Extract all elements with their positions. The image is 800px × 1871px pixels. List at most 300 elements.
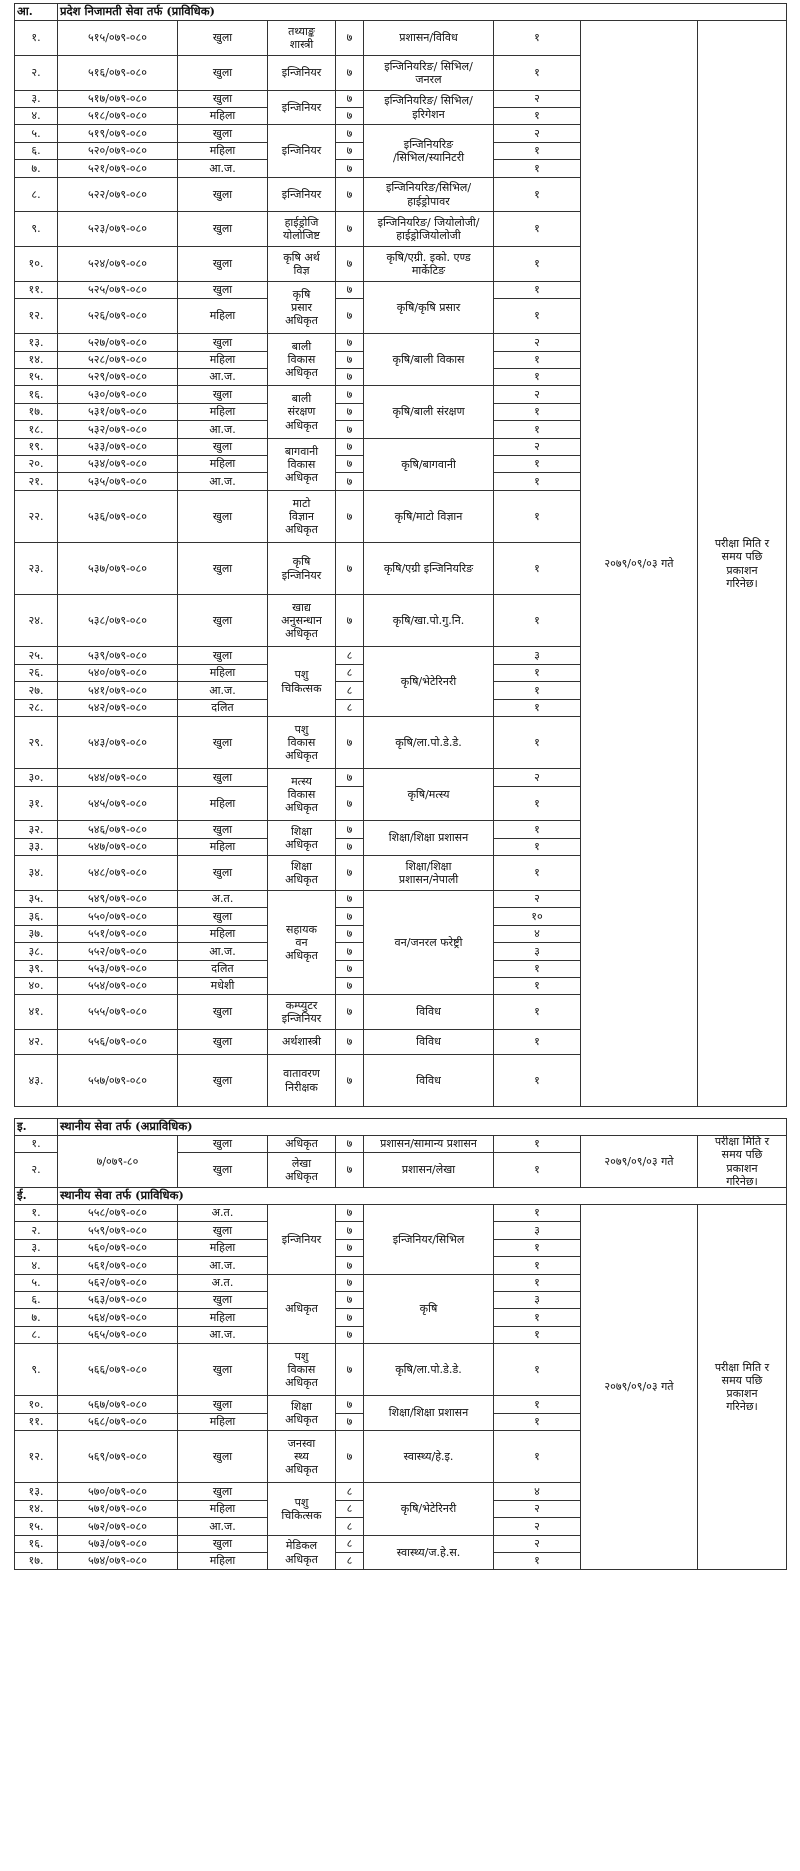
sec-a-vacancy-count: १ (493, 1054, 581, 1107)
sec-a-quota-group: महिला (177, 664, 268, 682)
sec-a-post-title: कृषि अर्थ विज्ञ (267, 246, 336, 282)
sec-a-advertisement-number: ५३३/०७९-०८० (57, 438, 178, 456)
sec-a-level: ७ (335, 20, 364, 56)
sec-ii-vacancy-count: २ (493, 1535, 581, 1553)
sec-a-advertisement-number: ५३७/०७९-०८० (57, 542, 178, 595)
sec-ii-serial-number: १. (14, 1204, 58, 1222)
sec-ii-post-title: इन्जिनियर (267, 1204, 336, 1275)
sec-ii-subject: कृषि/ला.पो.डे.डे. (363, 1343, 494, 1396)
sec-a-subject: शिक्षा/शिक्षा प्रशासन (363, 820, 494, 856)
sec-ii-level: ७ (335, 1204, 364, 1222)
sec-a-level: ८ (335, 699, 364, 717)
sec-a-vacancy-count: २ (493, 124, 581, 143)
sec-a-subject: शिक्षा/शिक्षा प्रशासन/नेपाली (363, 855, 494, 891)
sec-a-quota-group: खुला (177, 820, 268, 839)
sec-ii-subject: इन्जिनियर/सिभिल (363, 1204, 494, 1275)
sec-a-subject: कृषि/कृषि प्रसार (363, 281, 494, 334)
sec-a-quota-group: खुला (177, 994, 268, 1030)
sec-a-level: ८ (335, 646, 364, 665)
sec-ii-serial-number: ८. (14, 1326, 58, 1344)
sec-a-quota-group: खुला (177, 177, 268, 212)
sec-a-vacancy-count: २ (493, 768, 581, 787)
sec-a-serial-number: १. (14, 20, 58, 56)
sec-a-quota-group: महिला (177, 142, 268, 160)
sec-a-level: ७ (335, 960, 364, 978)
sec-a-subject: कृषि/खा.पो.गु.नि. (363, 594, 494, 647)
sec-i-subject: प्रशासन/सामान्य प्रशासन (363, 1135, 494, 1153)
sec-a-post-title: कम्प्युटर इन्जिनियर (267, 994, 336, 1030)
sec-a-subject: कृषि/भेटेरिनरी (363, 646, 494, 717)
sec-a-post-title: पशु विकास अधिकृत (267, 716, 336, 769)
sec-a-quota-group: खुला (177, 281, 268, 299)
sec-a-quota-group: खुला (177, 124, 268, 143)
sec-ii-serial-number: १५. (14, 1517, 58, 1536)
sec-a-quota-group: महिला (177, 455, 268, 473)
sec-a-subject: कृषि/बागवानी (363, 438, 494, 491)
sec-ii-advertisement-number: ५६६/०७९-०८० (57, 1343, 178, 1396)
sec-a-serial-number: ३५. (14, 890, 58, 908)
sec-a-advertisement-number: ५२४/०७९-०८० (57, 246, 178, 282)
sec-ii-vacancy-count: १ (493, 1256, 581, 1275)
sec-a-vacancy-count: २ (493, 385, 581, 404)
sec-a-vacancy-count: २ (493, 890, 581, 908)
sec-a-vacancy-count: १ (493, 281, 581, 299)
sec-ii-quota-group: महिला (177, 1308, 268, 1327)
sec-a-vacancy-count: १ (493, 960, 581, 978)
sec-a-advertisement-number: ५५१/०७९-०८० (57, 925, 178, 943)
sec-a-advertisement-number: ५१८/०७९-०८० (57, 107, 178, 125)
sec-ii-subject: शिक्षा/शिक्षा प्रशासन (363, 1395, 494, 1431)
sec-a-level: ७ (335, 438, 364, 456)
sec-i-quota-group: खुला (177, 1135, 268, 1153)
sec-a-level: ७ (335, 490, 364, 543)
sec-a-quota-group: आ.ज. (177, 681, 268, 700)
sec-a-advertisement-number: ५३५/०७९-०८० (57, 472, 178, 491)
sec-ii-post-title: जनस्वा स्थ्य अधिकृत (267, 1430, 336, 1483)
sec-ii-serial-number: १२. (14, 1430, 58, 1483)
sec-a-advertisement-number: ५४५/०७९-०८० (57, 786, 178, 821)
sec-a-level: ७ (335, 768, 364, 787)
sec-ii-level: ७ (335, 1343, 364, 1396)
sec-ii-serial-number: ९. (14, 1343, 58, 1396)
sec-ii-vacancy-count: २ (493, 1517, 581, 1536)
sec-i-advertisement-number: ७/०७९-८० (57, 1135, 178, 1188)
sec-a-quota-group: महिला (177, 925, 268, 943)
sec-ii-quota-group: अ.त. (177, 1274, 268, 1292)
sec-a-advertisement-number: ५२२/०७९-०८० (57, 177, 178, 212)
sec-a-level: ७ (335, 716, 364, 769)
sec-ii-quota-group: खुला (177, 1482, 268, 1501)
sec-a-level: ७ (335, 385, 364, 404)
sec-ii-vacancy-count: १ (493, 1308, 581, 1327)
sec-a-level: ७ (335, 211, 364, 247)
sec-a-subject: कृषि/मत्स्य (363, 768, 494, 821)
sec-i-label: इ. (14, 1118, 58, 1136)
sec-a-quota-group: महिला (177, 107, 268, 125)
sec-a-advertisement-number: ५४३/०७९-०८० (57, 716, 178, 769)
sec-a-advertisement-number: ५३१/०७९-०८० (57, 403, 178, 421)
sec-a-quota-group: दलित (177, 699, 268, 717)
sec-a-level: ७ (335, 977, 364, 995)
sec-a-subject: वन/जनरल फरेष्ट्री (363, 890, 494, 995)
sec-a-advertisement-number: ५२८/०७९-०८० (57, 351, 178, 369)
sec-a-quota-group: खुला (177, 385, 268, 404)
sec-a-level: ७ (335, 124, 364, 143)
sec-i-subject: प्रशासन/लेखा (363, 1152, 494, 1188)
sec-ii-vacancy-count: १ (493, 1204, 581, 1222)
sec-ii-vacancy-count: १ (493, 1413, 581, 1431)
sec-a-serial-number: ३. (14, 90, 58, 108)
sec-ii-post-title: अधिकृत (267, 1274, 336, 1344)
sec-a-serial-number: ३६. (14, 907, 58, 926)
sec-ii-quota-group: आ.ज. (177, 1256, 268, 1275)
sec-a-advertisement-number: ५५७/०७९-०८० (57, 1054, 178, 1107)
sec-ii-vacancy-count: १ (493, 1326, 581, 1344)
sec-a-vacancy-count: १ (493, 107, 581, 125)
sec-ii-advertisement-number: ५६२/०७९-०८० (57, 1274, 178, 1292)
sec-a-advertisement-number: ५५०/०७९-०८० (57, 907, 178, 926)
sec-a-post-title: पशु चिकित्सक (267, 646, 336, 717)
sec-i-vacancy-count: १ (493, 1135, 581, 1153)
sec-a-serial-number: १९. (14, 438, 58, 456)
sec-a-quota-group: आ.ज. (177, 472, 268, 491)
sec-ii-serial-number: ६. (14, 1291, 58, 1309)
sec-a-subject: विविध (363, 994, 494, 1030)
sec-a-vacancy-count: १ (493, 455, 581, 473)
sec-a-post-title: बाली संरक्षण अधिकृत (267, 385, 336, 439)
sec-a-quota-group: खुला (177, 1054, 268, 1107)
sec-a-vacancy-count: १ (493, 351, 581, 369)
sec-a-post-title: खाद्य अनुसन्धान अधिकृत (267, 594, 336, 647)
sec-a-serial-number: ४. (14, 107, 58, 125)
sec-a-level: ७ (335, 55, 364, 91)
sec-a-vacancy-count: ३ (493, 942, 581, 961)
sec-a-post-title: अर्थशास्त्री (267, 1029, 336, 1055)
sec-a-post-title: माटो विज्ञान अधिकृत (267, 490, 336, 543)
sec-a-level: ७ (335, 159, 364, 178)
sec-a-vacancy-count: १ (493, 55, 581, 91)
sec-a-vacancy-count: १ (493, 1029, 581, 1055)
sec-ii-serial-number: १७. (14, 1552, 58, 1570)
sec-ii-serial-number: २. (14, 1221, 58, 1240)
sec-ii-quota-group: खुला (177, 1535, 268, 1553)
sec-ii-advertisement-number: ५७३/०७९-०८० (57, 1535, 178, 1553)
sec-a-post-title: वातावरण निरीक्षक (267, 1054, 336, 1107)
sec-ii-vacancy-count: १ (493, 1343, 581, 1396)
sec-ii-advertisement-number: ५७४/०७९-०८० (57, 1552, 178, 1570)
sec-a-serial-number: ३३. (14, 838, 58, 856)
sec-a-level: ७ (335, 1029, 364, 1055)
sec-a-advertisement-number: ५५२/०७९-०८० (57, 942, 178, 961)
sec-ii-vacancy-count: २ (493, 1500, 581, 1518)
sec-a-advertisement-number: ५५३/०७९-०८० (57, 960, 178, 978)
sec-a-level: ७ (335, 1054, 364, 1107)
sec-i-serial-number: २. (14, 1152, 58, 1188)
sec-ii-post-title: पशु विकास अधिकृत (267, 1343, 336, 1396)
sec-a-advertisement-number: ५४६/०७९-०८० (57, 820, 178, 839)
sec-a-post-title: इन्जिनियर (267, 177, 336, 212)
sec-ii-quota-group: महिला (177, 1552, 268, 1570)
sec-a-level: ७ (335, 942, 364, 961)
sec-a-serial-number: २३. (14, 542, 58, 595)
sec-a-serial-number: १०. (14, 246, 58, 282)
sec-a-level: ७ (335, 855, 364, 891)
sec-a-advertisement-number: ५४७/०७९-०८० (57, 838, 178, 856)
sec-a-serial-number: २१. (14, 472, 58, 491)
sec-a-level: ८ (335, 664, 364, 682)
sec-a-serial-number: ३७. (14, 925, 58, 943)
sec-a-quota-group: खुला (177, 246, 268, 282)
sec-a-level: ७ (335, 246, 364, 282)
sec-ii-serial-number: १०. (14, 1395, 58, 1414)
sec-a-subject: कृषि/बाली विकास (363, 333, 494, 386)
sec-a-vacancy-count: १ (493, 681, 581, 700)
sec-a-vacancy-count: १ (493, 977, 581, 995)
sec-ii-serial-number: ४. (14, 1256, 58, 1275)
sec-a-subject: कृषि/बाली संरक्षण (363, 385, 494, 439)
sec-a-exam-date: २०७९/०९/०३ गते (580, 20, 698, 1107)
sec-a-serial-number: ४२. (14, 1029, 58, 1055)
sec-a-serial-number: ३१. (14, 786, 58, 821)
sec-ii-quota-group: आ.ज. (177, 1326, 268, 1344)
sec-a-post-title: सहायक वन अधिकृत (267, 890, 336, 995)
sec-ii-level: ७ (335, 1221, 364, 1240)
sec-a-advertisement-number: ५३९/०७९-०८० (57, 646, 178, 665)
sec-a-vacancy-count: १ (493, 994, 581, 1030)
sec-ii-vacancy-count: १ (493, 1552, 581, 1570)
sec-ii-subject: कृषि (363, 1274, 494, 1344)
sec-a-serial-number: ८. (14, 177, 58, 212)
sec-a-vacancy-count: १ (493, 699, 581, 717)
sec-a-quota-group: आ.ज. (177, 159, 268, 178)
sec-ii-vacancy-count: १ (493, 1395, 581, 1414)
sec-a-level: ७ (335, 420, 364, 439)
sec-a-serial-number: ३०. (14, 768, 58, 787)
sec-a-advertisement-number: ५३६/०७९-०८० (57, 490, 178, 543)
sec-ii-post-title: शिक्षा अधिकृत (267, 1395, 336, 1431)
sec-a-vacancy-count: १ (493, 490, 581, 543)
sec-a-label: आ. (14, 3, 58, 21)
sec-ii-serial-number: १६. (14, 1535, 58, 1553)
sec-a-serial-number: १३. (14, 333, 58, 352)
sec-a-serial-number: २८. (14, 699, 58, 717)
sec-a-vacancy-count: १ (493, 246, 581, 282)
sec-a-post-title: हाईड्रोजि योलोजिष्ट (267, 211, 336, 247)
sec-ii-level: ८ (335, 1552, 364, 1570)
sec-ii-title: स्थानीय सेवा तर्फ (प्राविधिक) (57, 1187, 787, 1205)
sec-a-quota-group: खुला (177, 490, 268, 543)
sec-a-vacancy-count: १ (493, 20, 581, 56)
sec-a-advertisement-number: ५४४/०७९-०८० (57, 768, 178, 787)
sec-a-serial-number: ४०. (14, 977, 58, 995)
sec-a-advertisement-number: ५४२/०७९-०८० (57, 699, 178, 717)
sec-ii-quota-group: खुला (177, 1291, 268, 1309)
sec-ii-advertisement-number: ५६९/०७९-०८० (57, 1430, 178, 1483)
sec-ii-serial-number: ३. (14, 1239, 58, 1257)
sec-a-post-title: बागवानी विकास अधिकृत (267, 438, 336, 491)
sec-a-serial-number: २५. (14, 646, 58, 665)
sec-a-subject: कृषि/एग्री. इको. एण्ड मार्केटिङ (363, 246, 494, 282)
sec-ii-level: ७ (335, 1395, 364, 1414)
sec-a-serial-number: ३८. (14, 942, 58, 961)
sec-a-vacancy-count: १ (493, 159, 581, 178)
sec-a-level: ७ (335, 890, 364, 908)
sec-a-quota-group: महिला (177, 351, 268, 369)
sec-a-vacancy-count: १ (493, 820, 581, 839)
sec-a-level: ७ (335, 542, 364, 595)
sec-i-title: स्थानीय सेवा तर्फ (अप्राविधिक) (57, 1118, 787, 1136)
sec-a-serial-number: ३९. (14, 960, 58, 978)
sec-ii-quota-group: खुला (177, 1395, 268, 1414)
sec-ii-vacancy-count: १ (493, 1430, 581, 1483)
sec-a-vacancy-count: १ (493, 786, 581, 821)
sec-a-level: ७ (335, 472, 364, 491)
sec-a-serial-number: २७. (14, 681, 58, 700)
sec-a-level: ७ (335, 351, 364, 369)
sec-a-serial-number: ६. (14, 142, 58, 160)
sec-a-vacancy-count: १ (493, 664, 581, 682)
sec-a-vacancy-count: १ (493, 211, 581, 247)
sec-i-vacancy-count: १ (493, 1152, 581, 1188)
sec-a-post-title: कृषि प्रसार अधिकृत (267, 281, 336, 334)
sec-a-vacancy-count: १ (493, 472, 581, 491)
sec-a-quota-group: खुला (177, 768, 268, 787)
sec-a-serial-number: ३२. (14, 820, 58, 839)
sec-ii-subject: स्वास्थ्य/हे.इ. (363, 1430, 494, 1483)
sec-a-level: ७ (335, 142, 364, 160)
sec-a-vacancy-count: १ (493, 177, 581, 212)
sec-ii-quota-group: आ.ज. (177, 1517, 268, 1536)
sec-a-quota-group: अ.त. (177, 890, 268, 908)
sec-a-serial-number: १६. (14, 385, 58, 404)
sec-a-quota-group: आ.ज. (177, 942, 268, 961)
sec-ii-quota-group: महिला (177, 1239, 268, 1257)
sec-ii-quota-group: महिला (177, 1500, 268, 1518)
sec-ii-quota-group: महिला (177, 1413, 268, 1431)
sec-ii-remark: परीक्षा मिति र समय पछि प्रकाशन गरिनेछ। (697, 1204, 787, 1570)
sec-a-level: ७ (335, 907, 364, 926)
sec-a-level: ७ (335, 786, 364, 821)
sec-a-vacancy-count: १ (493, 368, 581, 386)
sec-a-quota-group: खुला (177, 20, 268, 56)
sec-a-vacancy-count: १ (493, 403, 581, 421)
sec-ii-level: ८ (335, 1500, 364, 1518)
sec-ii-level: ८ (335, 1535, 364, 1553)
sec-a-quota-group: खुला (177, 542, 268, 595)
sec-a-quota-group: खुला (177, 55, 268, 91)
sec-i-quota-group: खुला (177, 1152, 268, 1188)
sec-ii-advertisement-number: ५७०/०७९-०८० (57, 1482, 178, 1501)
sec-a-subject: कृषि/ला.पो.डे.डे. (363, 716, 494, 769)
sec-a-quota-group: खुला (177, 646, 268, 665)
sec-a-subject: विविध (363, 1029, 494, 1055)
sec-a-level: ७ (335, 177, 364, 212)
sec-a-level: ७ (335, 403, 364, 421)
sec-a-vacancy-count: १ (493, 838, 581, 856)
sec-a-subject: कृषि/एग्री इन्जिनियरिङ (363, 542, 494, 595)
sec-a-post-title: तथ्याङ्क शास्त्री (267, 20, 336, 56)
sec-a-quota-group: महिला (177, 786, 268, 821)
sec-a-level: ७ (335, 820, 364, 839)
sec-ii-quota-group: खुला (177, 1343, 268, 1396)
sec-a-advertisement-number: ५५४/०७९-०८० (57, 977, 178, 995)
sec-a-level: ७ (335, 994, 364, 1030)
sec-a-subject: इन्जिनियरिङ /सिभिल/स्यानिटरी (363, 124, 494, 178)
sec-a-level: ७ (335, 838, 364, 856)
sec-a-post-title: शिक्षा अधिकृत (267, 820, 336, 856)
sec-a-title: प्रदेश निजामती सेवा तर्फ (प्राविधिक) (57, 3, 787, 21)
sec-a-quota-group: खुला (177, 211, 268, 247)
sec-ii-level: ८ (335, 1517, 364, 1536)
sec-a-advertisement-number: ५२६/०७९-०८० (57, 298, 178, 334)
sec-a-subject: कृषि/माटो विज्ञान (363, 490, 494, 543)
sec-a-advertisement-number: ५२९/०७९-०८० (57, 368, 178, 386)
sec-ii-subject: कृषि/भेटेरिनरी (363, 1482, 494, 1536)
sec-a-advertisement-number: ५४०/०७९-०८० (57, 664, 178, 682)
sec-a-serial-number: ७. (14, 159, 58, 178)
sec-a-subject: विविध (363, 1054, 494, 1107)
sec-a-advertisement-number: ५२५/०७९-०८० (57, 281, 178, 299)
sec-a-quota-group: खुला (177, 333, 268, 352)
sec-a-advertisement-number: ५५५/०७९-०८० (57, 994, 178, 1030)
sec-a-quota-group: मधेशी (177, 977, 268, 995)
sec-ii-quota-group: खुला (177, 1430, 268, 1483)
sec-a-vacancy-count: १ (493, 298, 581, 334)
sec-a-vacancy-count: १ (493, 855, 581, 891)
sec-a-serial-number: १५. (14, 368, 58, 386)
sec-ii-advertisement-number: ५६०/०७९-०८० (57, 1239, 178, 1257)
sec-a-advertisement-number: ५२०/०७९-०८० (57, 142, 178, 160)
sec-ii-vacancy-count: १ (493, 1274, 581, 1292)
sec-a-quota-group: खुला (177, 90, 268, 108)
sec-a-quota-group: खुला (177, 594, 268, 647)
sec-a-level: ७ (335, 107, 364, 125)
sec-a-serial-number: २२. (14, 490, 58, 543)
sec-a-quota-group: खुला (177, 438, 268, 456)
sec-ii-advertisement-number: ५६४/०७९-०८० (57, 1308, 178, 1327)
sec-a-quota-group: आ.ज. (177, 420, 268, 439)
sec-a-advertisement-number: ५४९/०७९-०८० (57, 890, 178, 908)
sec-ii-advertisement-number: ५७१/०७९-०८० (57, 1500, 178, 1518)
sec-a-vacancy-count: ३ (493, 646, 581, 665)
sec-a-post-title: बाली विकास अधिकृत (267, 333, 336, 386)
sec-ii-post-title: मेडिकल अधिकृत (267, 1535, 336, 1570)
sec-a-advertisement-number: ५४८/०७९-०८० (57, 855, 178, 891)
sec-ii-level: ७ (335, 1413, 364, 1431)
sec-a-serial-number: ४३. (14, 1054, 58, 1107)
sec-ii-label: ई. (14, 1187, 58, 1205)
sec-a-advertisement-number: ५३४/०७९-०८० (57, 455, 178, 473)
sec-a-level: ७ (335, 90, 364, 108)
sec-a-vacancy-count: १ (493, 420, 581, 439)
sec-a-vacancy-count: २ (493, 333, 581, 352)
sec-ii-advertisement-number: ५७२/०७९-०८० (57, 1517, 178, 1536)
sec-a-advertisement-number: ५५६/०७९-०८० (57, 1029, 178, 1055)
sec-ii-advertisement-number: ५६८/०७९-०८० (57, 1413, 178, 1431)
sec-a-subject: इन्जिनियरिङ/सिभिल/ हाईड्रोपावर (363, 177, 494, 212)
sec-ii-level: ७ (335, 1274, 364, 1292)
sec-a-quota-group: आ.ज. (177, 368, 268, 386)
sec-a-level: ७ (335, 594, 364, 647)
sec-a-vacancy-count: २ (493, 90, 581, 108)
sec-a-post-title: शिक्षा अधिकृत (267, 855, 336, 891)
sec-ii-advertisement-number: ५६७/०७९-०८० (57, 1395, 178, 1414)
sec-ii-post-title: पशु चिकित्सक (267, 1482, 336, 1536)
sec-a-vacancy-count: ४ (493, 925, 581, 943)
sec-a-advertisement-number: ५३२/०७९-०८० (57, 420, 178, 439)
sec-a-level: ७ (335, 925, 364, 943)
sec-a-advertisement-number: ५२७/०७९-०८० (57, 333, 178, 352)
